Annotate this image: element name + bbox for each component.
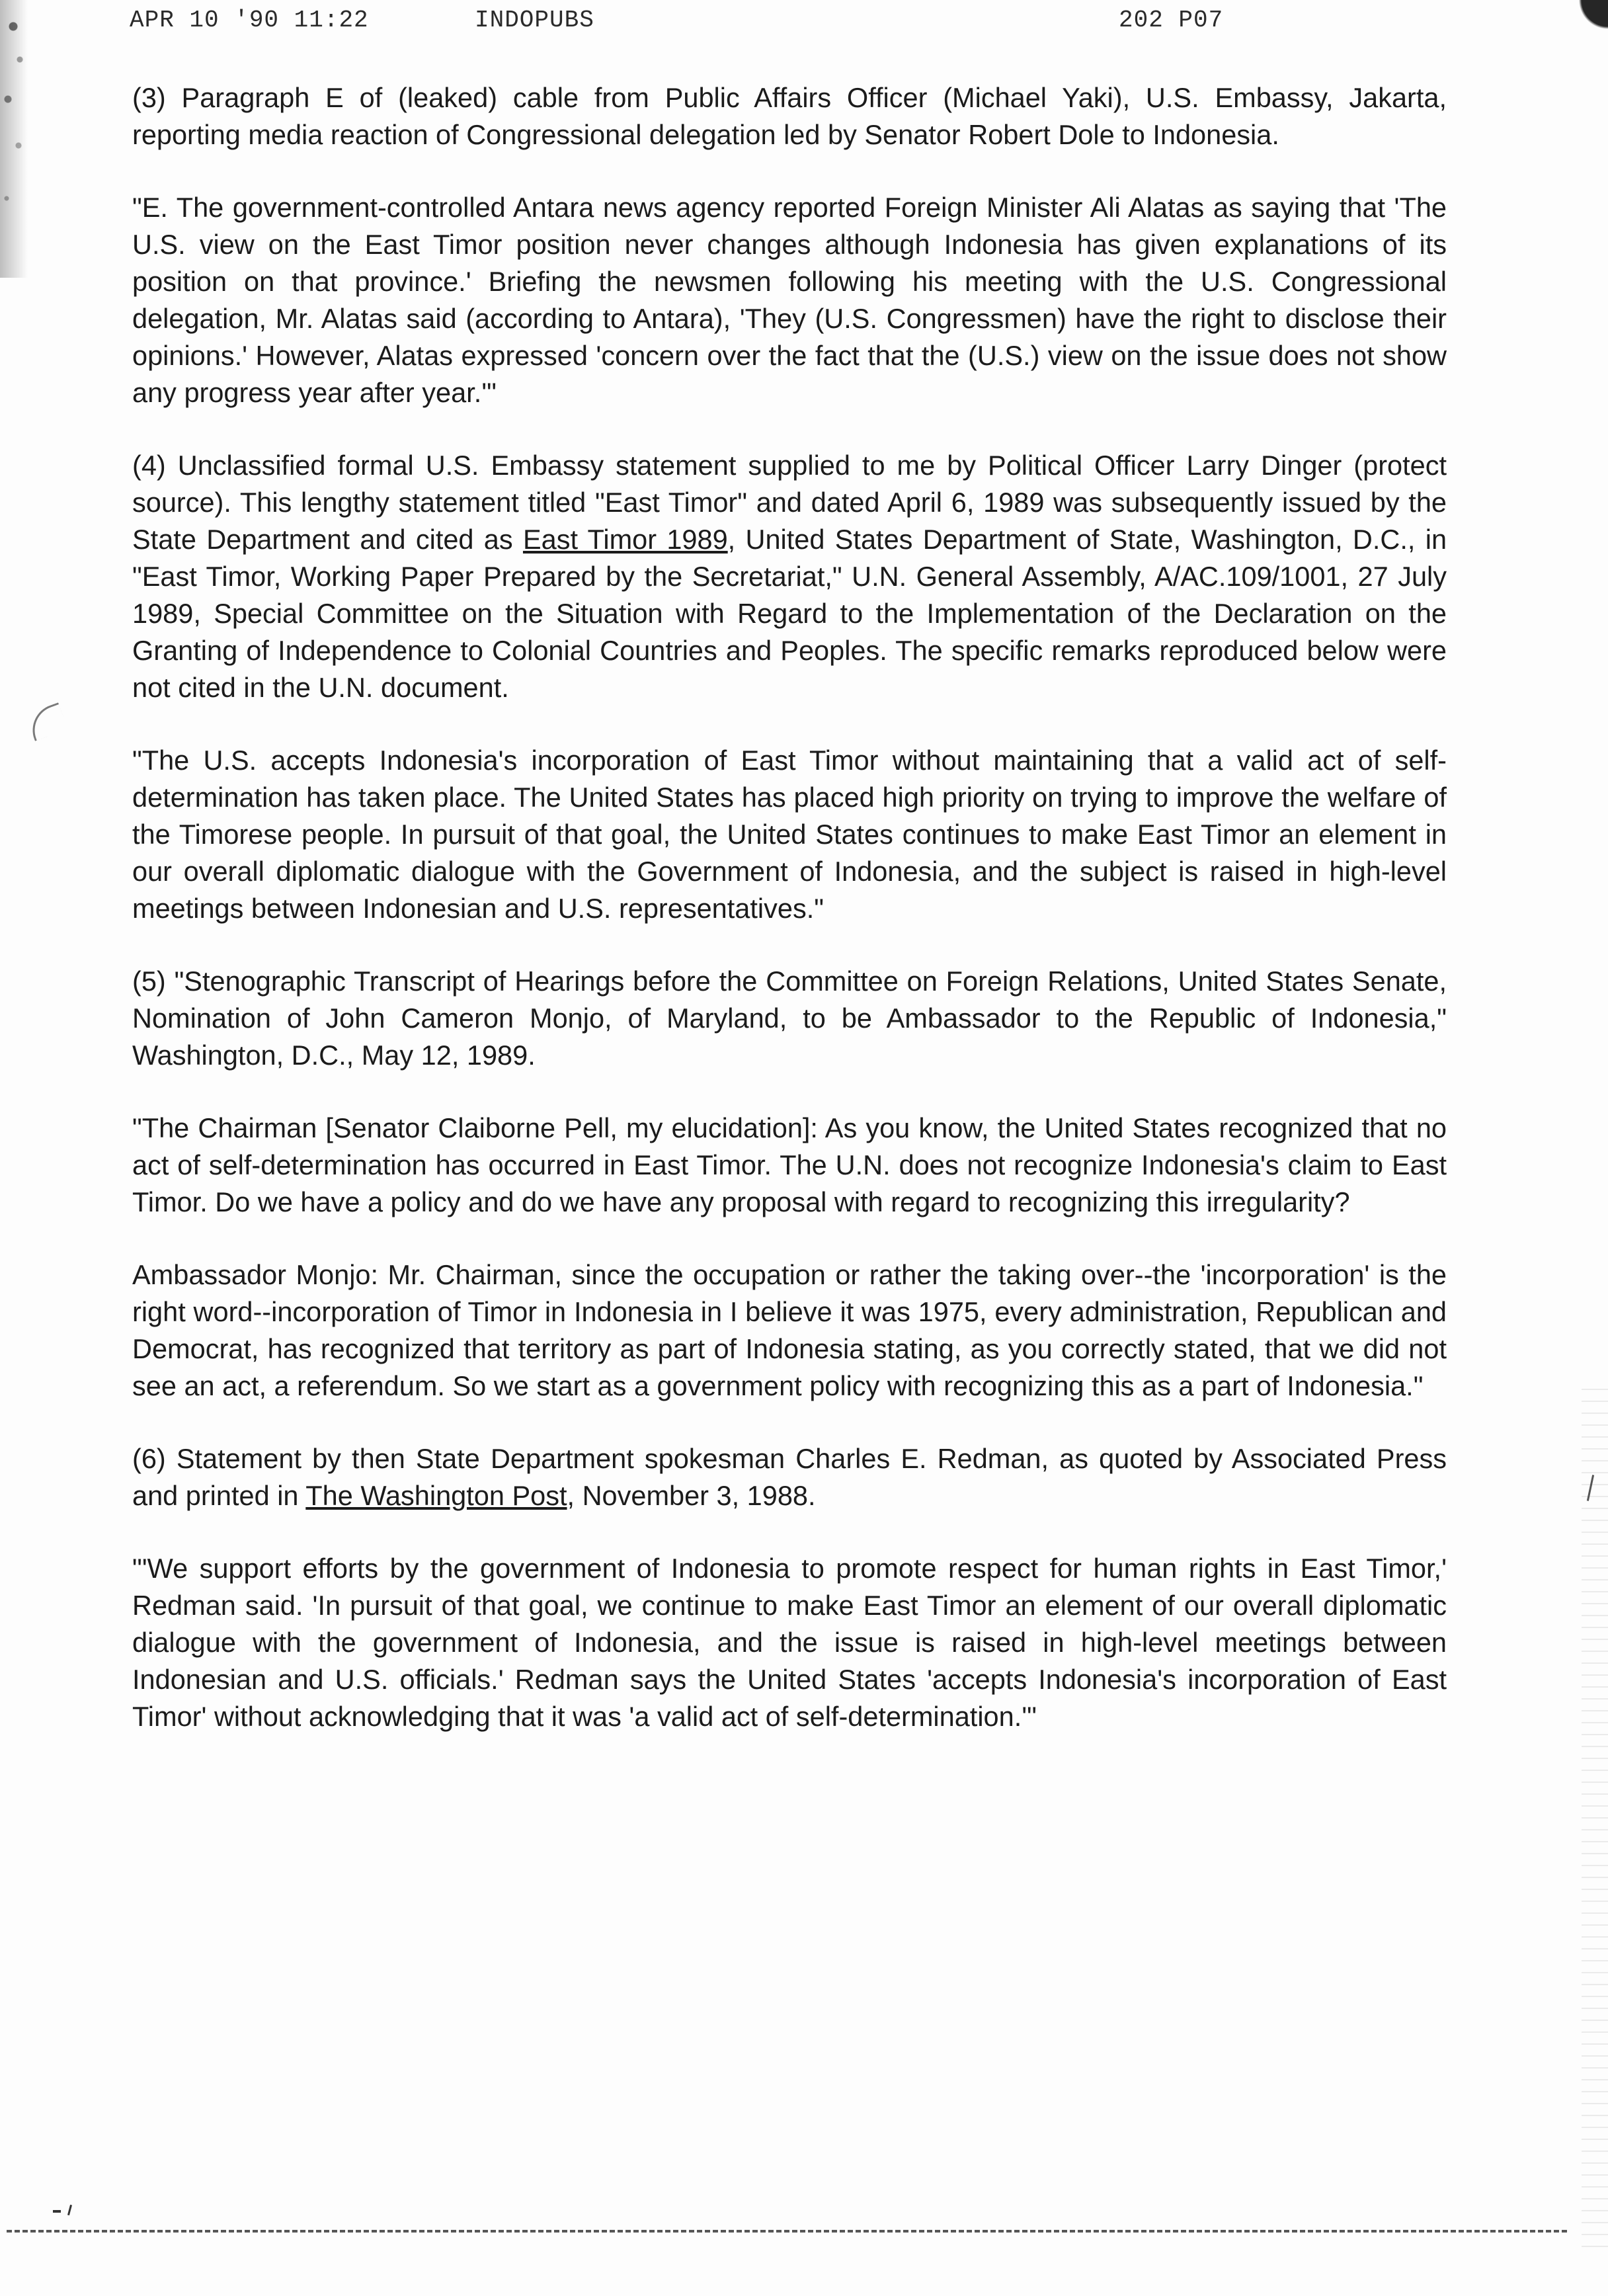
item-5-intro: (5) "Stenographic Transcript of Hearings before the Committee on Foreign Relations, United States Senate, Nomination of John Cameron Monjo, of Maryland, to be Ambassador to the Republic of Indonesia," Washington, D.C., May 12, 1989. <box>132 965 1447 1071</box>
item-4-quote: "The U.S. accepts Indonesia's incorporation of East Timor without maintaining that a valid act of self-determination has taken place. The United States has placed high priority on trying to improve the welfare of the Timorese people. In pursuit of that goal, the United States continues to make East Timor an element in our overall diplomatic dialogue with the Government of Indonesia, and the subject is raised in high-level meetings between Indonesian and U.S. representatives." <box>132 745 1447 924</box>
item-6-intro-start: (6) Statement by then State Department spokesman Charles E. Redman, as quoted by Associated Press and printed in <box>132 1443 1447 1511</box>
item-4-intro <box>132 447 1447 706</box>
item-5-ambassador: Ambassador Monjo: Mr. Chairman, since the occupation or rather the taking over--the 'incorporation' is the right word--incorporation of Timor in Indonesia in I believe it was 1975, every administration, Republican and Democrat, has recognized that territory as part of Indonesia stating, as you correctly stated, that we did not see an act, a referendum. So we start as a government policy with recognizing this as a part of Indonesia." <box>132 1259 1447 1401</box>
scan-mark <box>67 2205 72 2215</box>
fax-date-time: APR 10 '90 11:22 <box>130 7 369 34</box>
item-3-intro: (3) Paragraph E of (leaked) cable from Public Affairs Officer (Michael Yaki), U.S. Embassy, Jakarta, reporting media reaction of Congressional delegation led by Senator Robert Dole to Indonesia. <box>132 82 1447 150</box>
fax-sender: INDOPUBS <box>475 7 594 34</box>
fax-header <box>0 3 1608 42</box>
item-6-quote: "'We support efforts by the government of Indonesia to promote respect for human rights in East Timor,' Redman said. 'In pursuit of that goal, we continue to make East Timor an element of our overall diplomatic dialogue with the government of Indonesia, and the issue is raised in high-level meetings between Indonesian and U.S. officials.' Redman says the United States 'accepts Indonesia's incorporation of East Timor' without acknowledging that it was 'a valid act of self-determination.'" <box>132 1553 1447 1732</box>
fax-page-code: 202 P07 <box>1119 7 1224 34</box>
item-3-quote: "E. The government-controlled Antara news agency reported Foreign Minister Ali Alatas as saying that 'The U.S. view on the East Timor position never changes although Indonesia has given explanations of its position on that province.' Briefing the newsmen following his meeting with the U.S. Congressional delegation, Mr. Alatas said (according to Antara), 'They (U.S. Congressmen) have the right to disclose their opinions.' However, Alatas expressed 'concern over the fact that the (U.S.) view on the issue does not show any progress year after year.'" <box>132 192 1447 408</box>
item-5-chairman: "The Chairman [Senator Claiborne Pell, my elucidation]: As you know, the United States recognized that no act of self-determination has occurred in East Timor. The U.N. does not recognize Indonesia's claim to East Timor. Do we have a policy and do we have any proposal with regard to recognizing this irregularity? <box>132 1112 1447 1217</box>
scan-mark <box>53 2210 61 2213</box>
scan-noise-right-lower <box>1582 1389 1608 2248</box>
page-bottom-dashed-line <box>7 2230 1567 2233</box>
document-body <box>132 79 1447 1771</box>
item-4-intro-end: , United States Department of State, Washington, D.C., in "East Timor, Working Paper Prepared by the Secretariat," U.N. General Assembly, A/AC.109/1001, 27 July 1989, Special Committee on the Situation with Regard to the Implementation of the Declaration on the Granting of Independence to Colonial Countries and Peoples. The specific remarks reproduced below were not cited in the U.N. document. <box>132 524 1447 703</box>
scan-mark <box>25 702 68 741</box>
item-4-cited-title: East Timor 1989 <box>522 524 728 555</box>
item-6-newspaper: The Washington Post <box>305 1480 567 1511</box>
item-6-intro <box>132 1440 1447 1514</box>
item-6-intro-end: , November 3, 1988. <box>567 1480 816 1511</box>
item-4-intro-start: (4) Unclassified formal U.S. Embassy statement supplied to me by Political Officer Larry Dinger (protect source). This lengthy statement titled "East Timor" and dated April 6, 1989 was subsequently issued by the State Department and cited as <box>132 450 1447 555</box>
